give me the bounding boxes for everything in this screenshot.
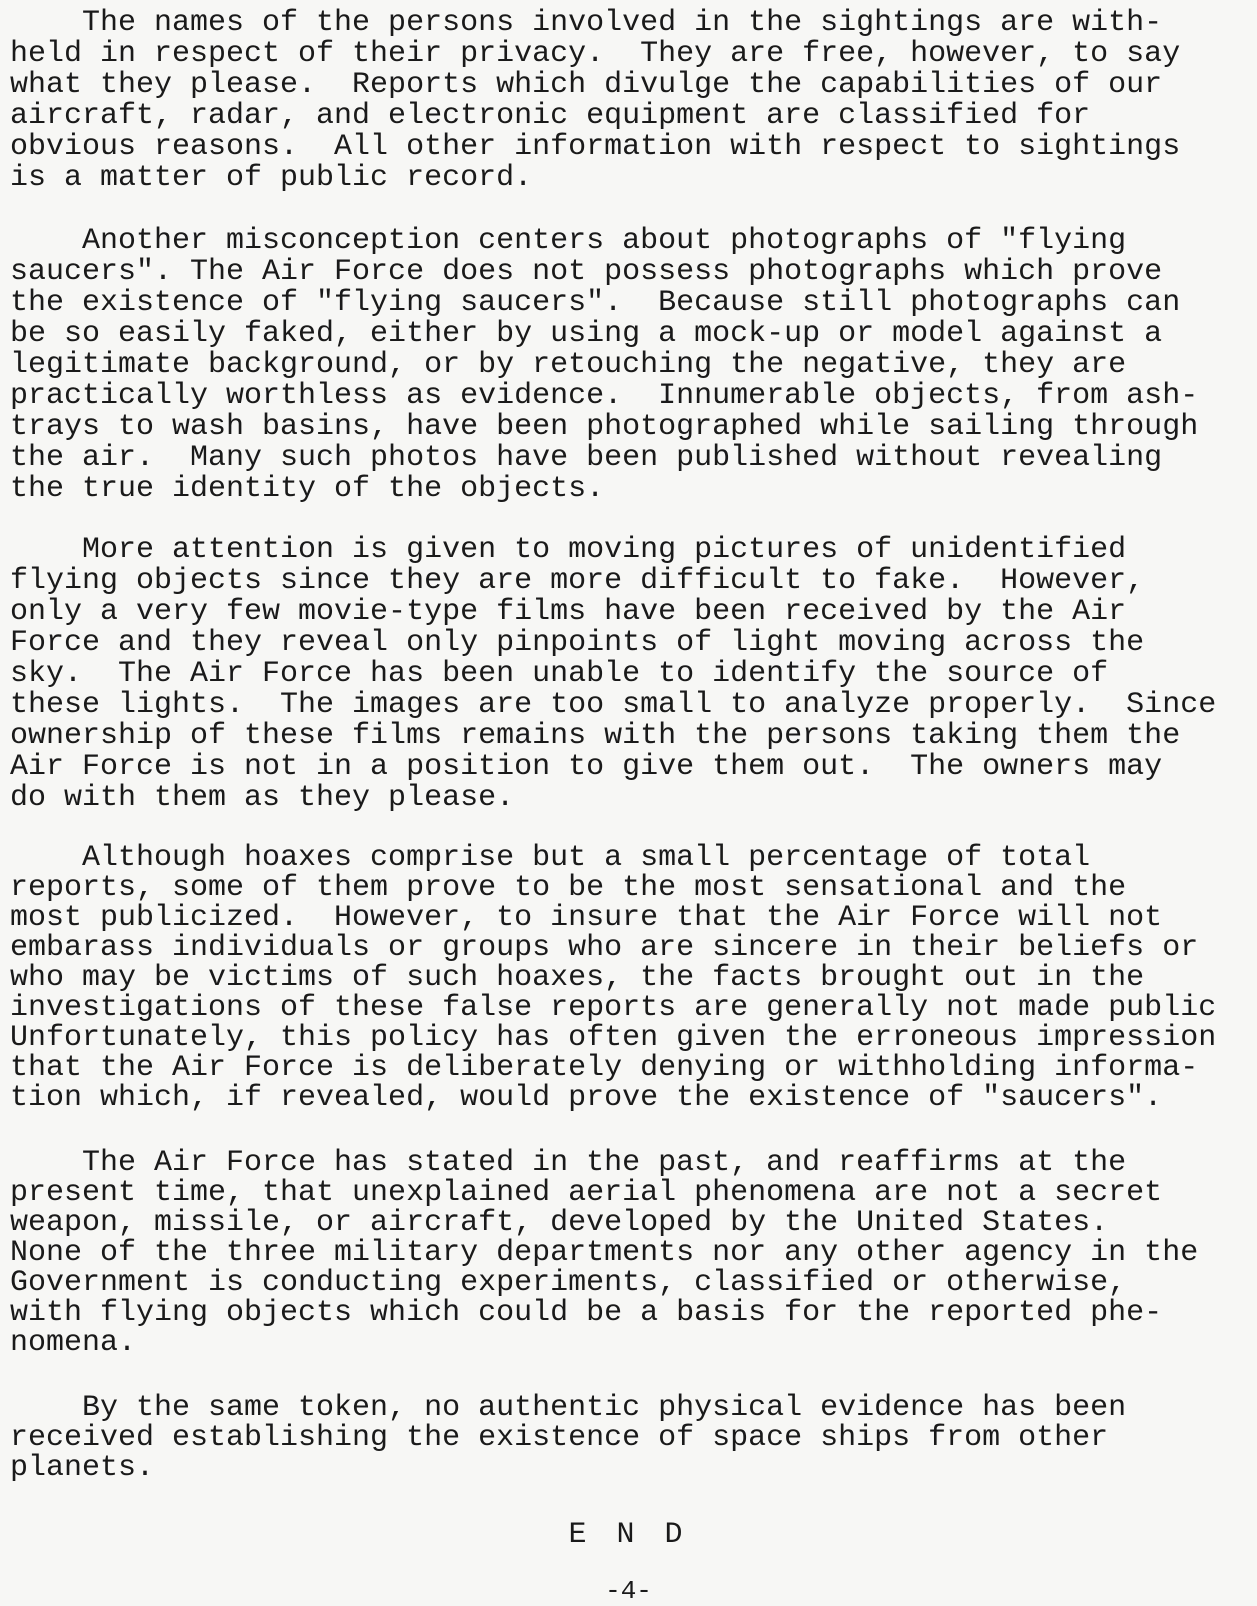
text-line: these lights. The images are too small to analyze properly. Since [10,688,1217,722]
text-line: most publicized. However, to insure that the Air Force will not [10,901,1163,935]
text-line: nomena. [10,1326,137,1360]
page-number: -4- [605,1576,652,1606]
text-line: held in respect of their privacy. They are free, however, to say [10,37,1181,71]
text-line: The Air Force has stated in the past, and reaffirms at the [10,1146,1127,1180]
text-line: received establishing the existence of space ships from other [10,1421,1109,1455]
text-line: is a matter of public record. [10,161,533,195]
text-line: do with them as they please. [10,781,515,815]
text-line: Force and they reveal only pinpoints of light moving across the [10,626,1145,660]
text-line: By the same token, no authentic physical evidence has been [10,1391,1127,1425]
text-line: aircraft, radar, and electronic equipment are classified for [10,99,1091,133]
text-line: present time, that unexplained aerial phenomena are not a secret [10,1176,1163,1210]
text-line: More attention is given to moving pictures of unidentified [10,533,1127,567]
text-line: only a very few movie-type films have been received by the Air [10,595,1127,629]
text-line: embarass individuals or groups who are sincere in their beliefs or [10,931,1199,965]
text-line: Although hoaxes comprise but a small percentage of total [10,841,1091,875]
text-line: be so easily faked, either by using a mock-up or model against a [10,317,1163,351]
end-marker: E N D [568,1518,689,1552]
text-line: The names of the persons involved in the sightings are with- [10,6,1163,40]
text-line: the true identity of the objects. [10,472,605,506]
text-line: weapon, missile, or aircraft, developed by the United States. [10,1206,1109,1240]
text-line: that the Air Force is deliberately denying or withholding informa- [10,1051,1199,1085]
text-line: Air Force is not in a position to give them out. The owners may [10,750,1163,784]
text-line: planets. [10,1451,155,1485]
text-line: flying objects since they are more difficult to fake. However, [10,564,1145,598]
text-line: who may be victims of such hoaxes, the facts brought out in the [10,961,1145,995]
text-line: obvious reasons. All other information with respect to sightings [10,130,1181,164]
text-line: legitimate background, or by retouching the negative, they are [10,348,1127,382]
text-line: trays to wash basins, have been photographed while sailing through [10,410,1199,444]
text-line: with flying objects which could be a basis for the reported phe- [10,1296,1163,1330]
text-line: tion which, if revealed, would prove the existence of "saucers". [10,1081,1163,1115]
text-line: Unfortunately, this policy has often given the erroneous impression [10,1021,1217,1055]
text-line: ownership of these films remains with the persons taking them the [10,719,1181,753]
text-line: saucers". The Air Force does not possess photographs which prove [10,255,1163,289]
text-line: practically worthless as evidence. Innumerable objects, from ash- [10,379,1199,413]
text-line: the existence of "flying saucers". Because still photographs can [10,286,1181,320]
text-line: what they please. Reports which divulge the capabilities of our [10,68,1163,102]
text-line: the air. Many such photos have been published without revealing [10,441,1163,475]
text-line: sky. The Air Force has been unable to identify the source of [10,657,1109,691]
text-line: reports, some of them prove to be the most sensational and the [10,871,1127,905]
text-line: Government is conducting experiments, classified or otherwise, [10,1266,1127,1300]
text-line: Another misconception centers about photographs of "flying [10,224,1127,258]
text-line: None of the three military departments nor any other agency in the [10,1236,1199,1270]
text-line: investigations of these false reports are generally not made public [10,991,1217,1025]
